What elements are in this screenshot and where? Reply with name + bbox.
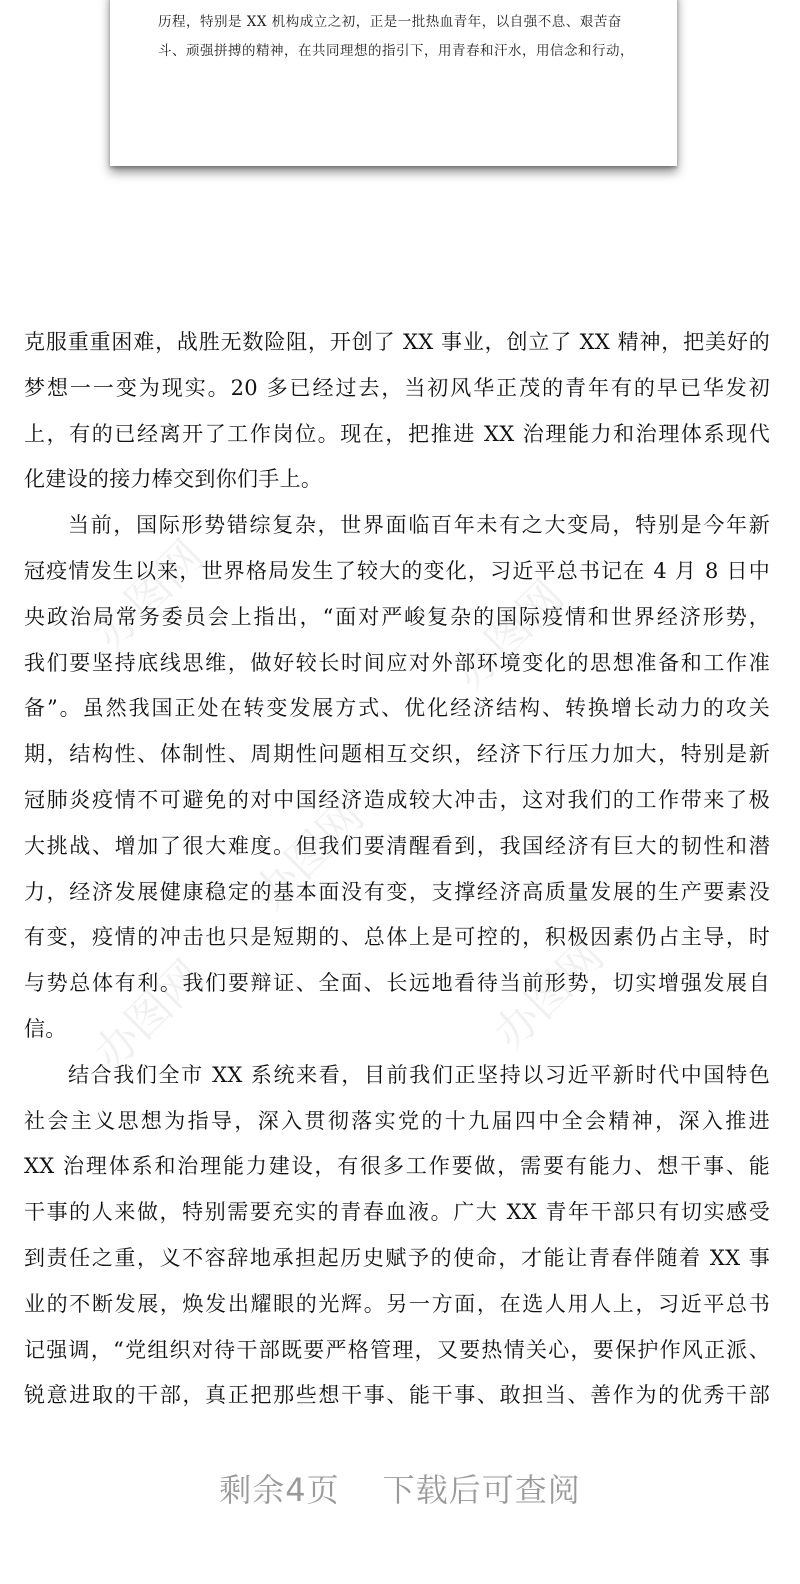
text-line: 大挑战、增加了很大难度。但我们要清醒看到，我国经济有巨大的韧性和潜: [24, 833, 770, 858]
watermark: 办图网: [484, 930, 614, 1060]
text-line: 我们要坚持底线思维，做好较长时间应对外部环境变化的思想准备和工作准: [24, 650, 770, 675]
text-line: 锐意进取的干部，真正把那些想干事、能干事、敢担当、善作为的优秀干部: [24, 1383, 770, 1408]
text-line: 干事的人来做，特别需要充实的青春血液。广大 XX 青年干部只有切实感受: [24, 1200, 770, 1225]
watermark: 办图网: [244, 790, 374, 920]
text-line: 与势总体有利。我们要辩证、全面、长远地看待当前形势，切实增强发展自: [24, 971, 770, 996]
download-prompt[interactable]: [0, 1465, 800, 1511]
preview-line: 斗、顽强拼搏的精神，在共同理想的指引下，用青春和汗水，用信念和行动，: [158, 43, 634, 59]
text-line: 社会主义思想为指导，深入贯彻落实党的十九届四中全会精神，深入推进: [24, 1108, 770, 1133]
text-line: 到责任之重，义不容辞地承担起历史赋予的使命，才能让青春伴随着 XX 事: [24, 1245, 770, 1270]
page-preview-card: [110, 0, 677, 166]
text-line: 记强调，“党组织对待干部既要严格管理，又要热情关心，要保护作风正派、: [24, 1337, 770, 1362]
text-line: 化建设的接力棒交到你们手上。: [24, 467, 323, 492]
watermark: 办图网: [84, 950, 214, 1080]
watermark: 办图网: [84, 530, 214, 660]
text-line: 上，有的已经离开了工作岗位。现在，把推进 XX 治理能力和治理体系现代: [24, 421, 770, 446]
text-line: 信。: [24, 1016, 67, 1041]
text-line: 结合我们全市 XX 系统来看，目前我们正坚持以习近平新时代中国特色: [68, 1062, 770, 1087]
remaining-pages-label: 剩余4页: [219, 1471, 340, 1509]
text-line: 央政治局常务委员会上指出，“面对严峻复杂的国际疫情和世界经济形势，: [24, 604, 770, 629]
document-body: [24, 320, 770, 1419]
text-line: 业的不断发展，焕发出耀眼的光辉。另一方面，在选人用人上，习近平总书: [24, 1291, 770, 1316]
watermark: 办图网: [444, 570, 574, 700]
preview-line: 历程，特别是 XX 机构成立之初，正是一批热血青年，以自强不息、艰苦奋: [158, 14, 622, 30]
text-line: 冠疫情发生以来，世界格局发生了较大的变化，习近平总书记在 4 月 8 日中: [24, 558, 770, 583]
text-line: 期，结构性、体制性、周期性问题相互交织，经济下行压力加大，特别是新: [24, 742, 770, 767]
text-line: 有变，疫情的冲击也只是短期的、总体上是可控的，积极因素仍占主导，时: [24, 925, 770, 950]
text-line: XX 治理体系和治理能力建设，有很多工作要做，需要有能力、想干事、能: [24, 1154, 770, 1179]
text-line: 梦想一一变为现实。20 多已经过去，当初风华正茂的青年有的早已华发初: [24, 375, 770, 400]
text-line: 力，经济发展健康稳定的基本面没有变，支撑经济高质量发展的生产要素没: [24, 879, 770, 904]
text-line: 冠肺炎疫情不可避免的对中国经济造成较大冲击，这对我们的工作带来了极: [24, 787, 770, 812]
preview-line: [158, 0, 637, 4]
download-to-view-label: 下载后可查阅: [382, 1471, 581, 1509]
text-line: 克服重重困难，战胜无数险阻，开创了 XX 事业，创立了 XX 精神，把美好的: [24, 330, 770, 354]
text-line: 备”。虽然我国正处在转变发展方式、优化经济结构、转换增长动力的攻关: [24, 696, 770, 721]
text-line: 当前，国际形势错综复杂，世界面临百年未有之大变局，特别是今年新: [68, 513, 770, 538]
